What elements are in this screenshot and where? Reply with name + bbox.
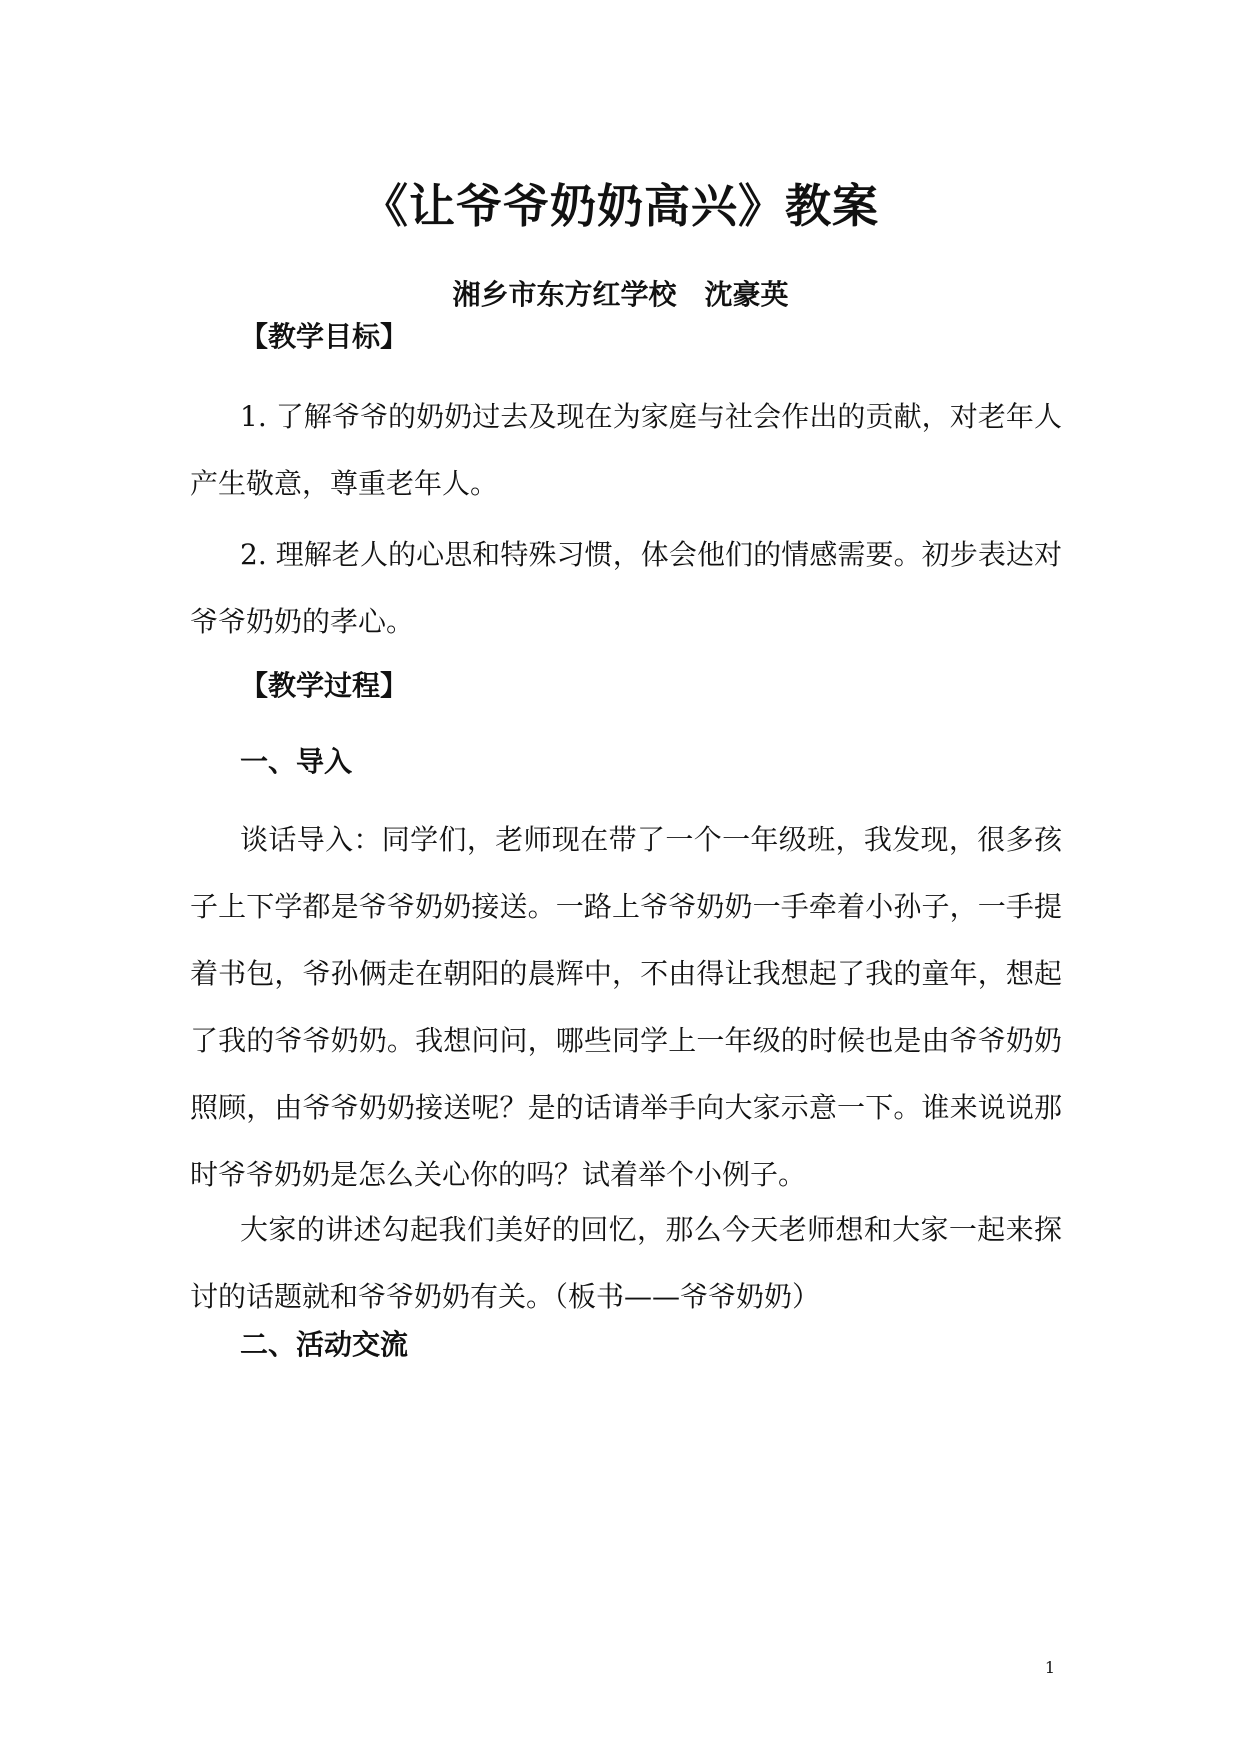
page-number: 1 — [1044, 1658, 1056, 1677]
part2-heading: 二、活动交流 — [240, 1328, 409, 1361]
document-title: 《让爷爷奶奶高兴》教案 — [362, 179, 879, 233]
objectives-heading: 【教学目标】 — [240, 320, 409, 353]
document-author: 湘乡市东方红学校 沈豪英 — [452, 278, 789, 311]
objective-2-paragraph: 2. 理解老人的心思和特殊习惯，体会他们的情感需要。初步表达对爷爷奶奶的孝心。 — [190, 538, 1062, 638]
objective-1-paragraph: 1. 了解爷爷的奶奶过去及现在为家庭与社会作出的贡献，对老年人产生敬意，尊重老年人。 — [190, 400, 1062, 500]
part1-summary-paragraph: 大家的讲述勾起我们美好的回忆，那么今天老师想和大家一起来探讨的话题就和爷爷奶奶有关。（板书——爷爷奶奶） — [190, 1213, 1062, 1313]
part1-heading: 一、导入 — [240, 745, 353, 778]
part1-intro-paragraph: 谈话导入：同学们，老师现在带了一个一年级班，我发现，很多孩子上下学都是爷爷奶奶接送。一路上爷爷奶奶一手牵着小孙子，一手提着书包，爷孙俩走在朝阳的晨辉中，不由得让我想起了我的童年，想起了我的爷爷奶奶。我想问问，哪些同学上一年级的时候也是由爷爷奶奶照顾，由爷爷奶奶接送呢？是的话请举手向大家示意一下。谁来说说那时爷爷奶奶是怎么关心你的吗？试着举个小例子。 — [190, 823, 1062, 1191]
process-heading: 【教学过程】 — [240, 669, 409, 702]
